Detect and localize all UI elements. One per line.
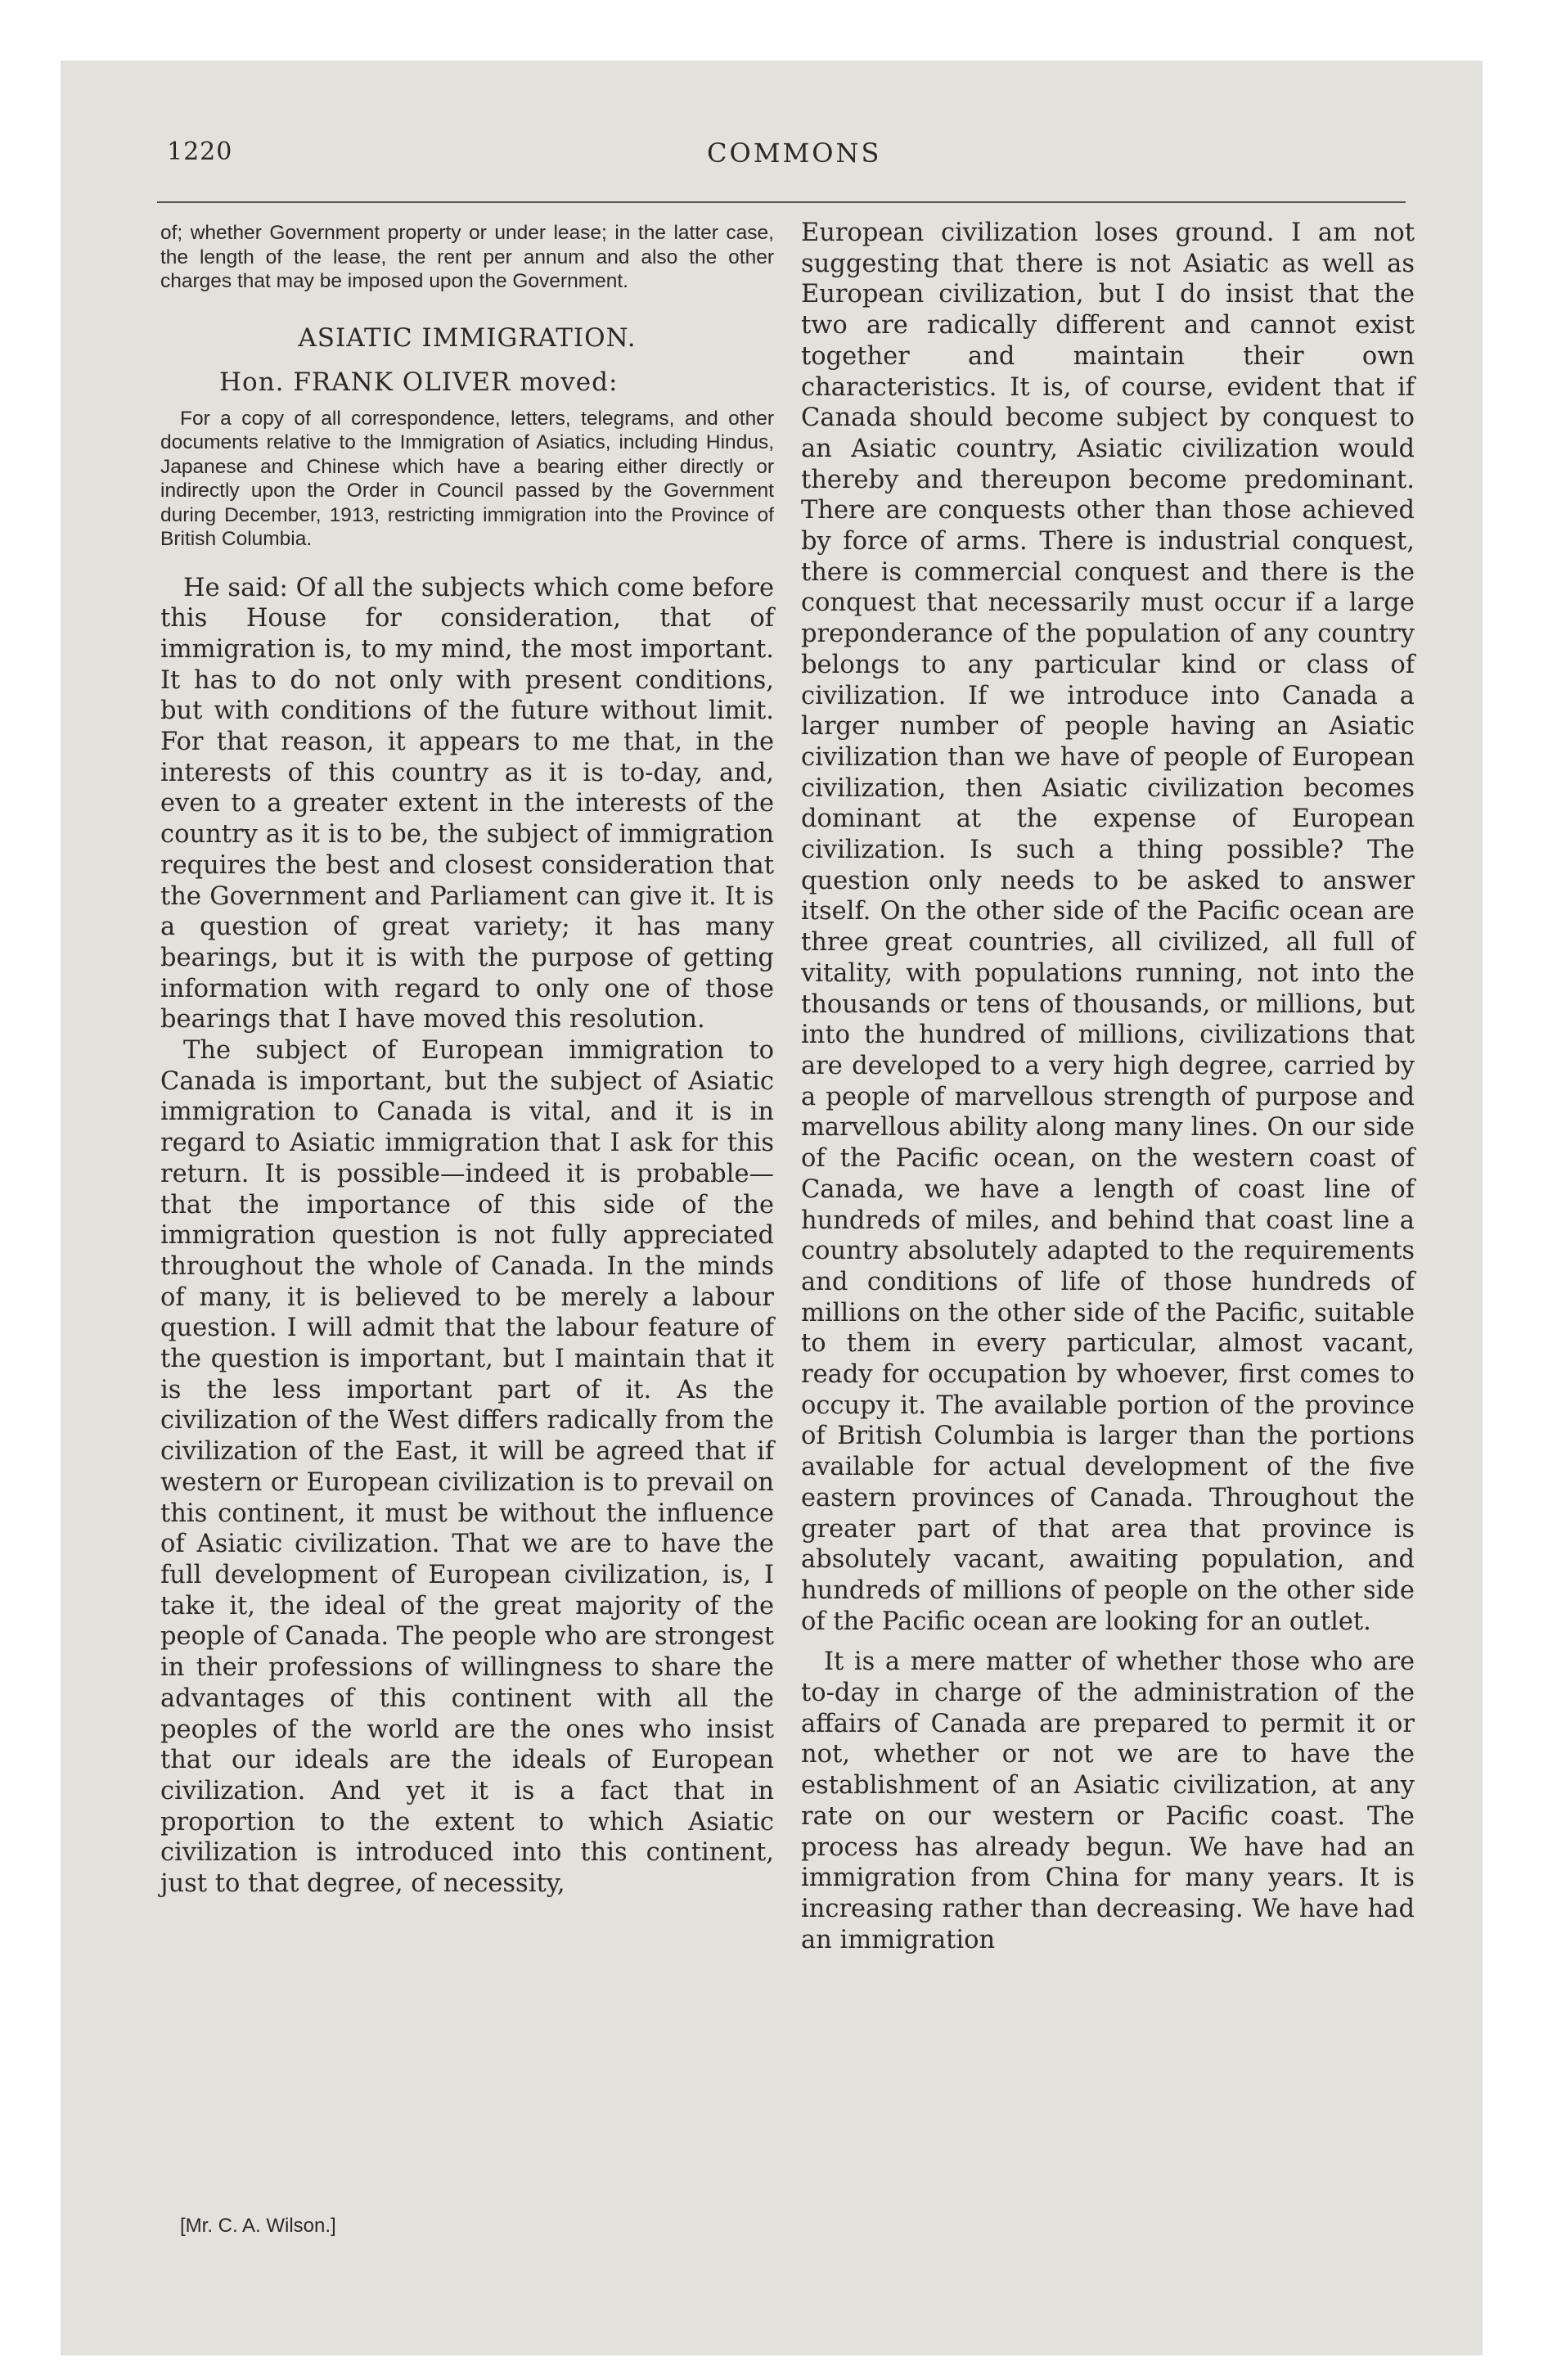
running-head: COMMONS (707, 137, 882, 169)
motion-text: For a copy of all correspondence, letters, telegrams, and other documents relative to the Immigration of Asiatics, including Hindus, Japanese and Chinese which have a bearing either directly or indirectly upon the Order in Council passed by the Government during December, 1913, restricting immigration into the Province of British Columbia. (160, 407, 774, 550)
speech-paragraph: It is a mere matter of whether those who are to-day in charge of the administration of the affairs of Canada are prepared to permit it or not, whether or not we are to have the establishment of an Asiatic civilization, at any rate on our western or Pacific coast. The process has already begun. We have had an immigration from China for many years. It is increasing rather than decreasing. We have had an immigration (801, 1648, 1415, 1954)
speech-paragraph: European civilization loses ground. I am not suggesting that there is not Asiatic as well as European civilization, but I do insist that the two are radically different and cannot exist together and maintain their own characteristics. It is, of course, evident that if Canada should become subject by conquest to an Asiatic country, Asiatic civilization would thereby and thereupon become predominant. There are conquests other than those achieved by force of arms. There is industrial conquest, there is commercial conquest and there is the conquest that necessarily must occur if a large preponderance of the population of any country belongs to any particular kind or class of civilization. If we introduce into Canada a larger number of people having an Asiatic civilization than we have of people of European civilization, then Asiatic civilization becomes dominant at the expense of European civilization. Is such a thing possible? The question only needs to be asked to answer itself. On the other side of the Pacific ocean are three great countries, all civilized, all full of vitality, with populations running, not into the thousands or tens of thousands, or millions, but into the hundred of millions, civilizations that are developed to a very high degree, carried by a people of marvellous strength of purpose and marvellous ability along many lines. On our side of the Pacific ocean, on the western coast of Canada, we have a length of coast line of hundreds of miles, and behind that coast line a country absolutely adapted to the requirements and conditions of life of those hundreds of millions on the other side of the Pacific, suitable to them in every particular, almost vacant, ready for occupation by whoever, first comes to occupy it. The available portion of the province of British Columbia is larger than the portions available for actual development of the five eastern provinces of Canada. Throughout the greater part of that area that province is absolutely vacant, awaiting population, and hundreds of millions of people on the other side of the Pacific ocean are looking for an outlet. (801, 219, 1415, 1636)
speech-paragraph: The subject of European immigration to Canada is important, but the subject of Asiatic immigration to Canada is vital, and it is in regard to Asiatic immigration that I ask for this return. It is possible—indeed it is probable—that the importance of this side of the immigration question is not fully appreciated throughout the whole of Canada. In the minds of many, it is believed to be merely a labour question. I will admit that the labour feature of the question is important, but I maintain that it is the less important part of it. As the civilization of the West differs radically from the civilization of the East, it will be agreed that if western or European civilization is to prevail on this continent, it must be without the influence of Asiatic civilization. That we are to have the full development of European civilization, is, I take it, the ideal of the great majority of the people of Canada. The people who are strongest in their professions of willingness to share the advantages of this continent with all the peoples of the world are the ones who insist that our ideals are the ideals of European civilization. And yet it is a fact that in proportion to the extent to which Asiatic civilization is introduced into this continent, just to that degree, of necessity, (160, 1036, 774, 1899)
header-rule (157, 201, 1406, 203)
speech-paragraph: He said: Of all the subjects which come before this House for consideration, that of immigration is, to my mind, the most important. It has to do not only with present conditions, but with conditions of the future without limit. For that reason, it appears to me that, in the interests of this country as it is to-day, and, even to a greater extent in the interests of the country as it is to be, the subject of immigration requires the best and closest consideration that the Government and Parliament can give it. It is a question of great variety; it has many bearings, but it is with the purpose of getting information with regard to only one of those bearings that I have moved this resolution. (160, 573, 774, 1034)
left-column (160, 221, 774, 1900)
page-header (167, 137, 1411, 178)
speaker-attribution: [Mr. C. A. Wilson.] (180, 2215, 336, 2237)
continued-text: of; whether Government property or under lease; in the latter case, the length of the lease, the rent per annum and also the other charges that may be imposed upon the Government. (160, 222, 774, 292)
section-heading: ASIATIC IMMIGRATION. (298, 322, 637, 353)
page-number: 1220 (167, 137, 233, 166)
right-column (801, 221, 1415, 1955)
mover-line: Hon. FRANK OLIVER moved: (219, 367, 619, 397)
